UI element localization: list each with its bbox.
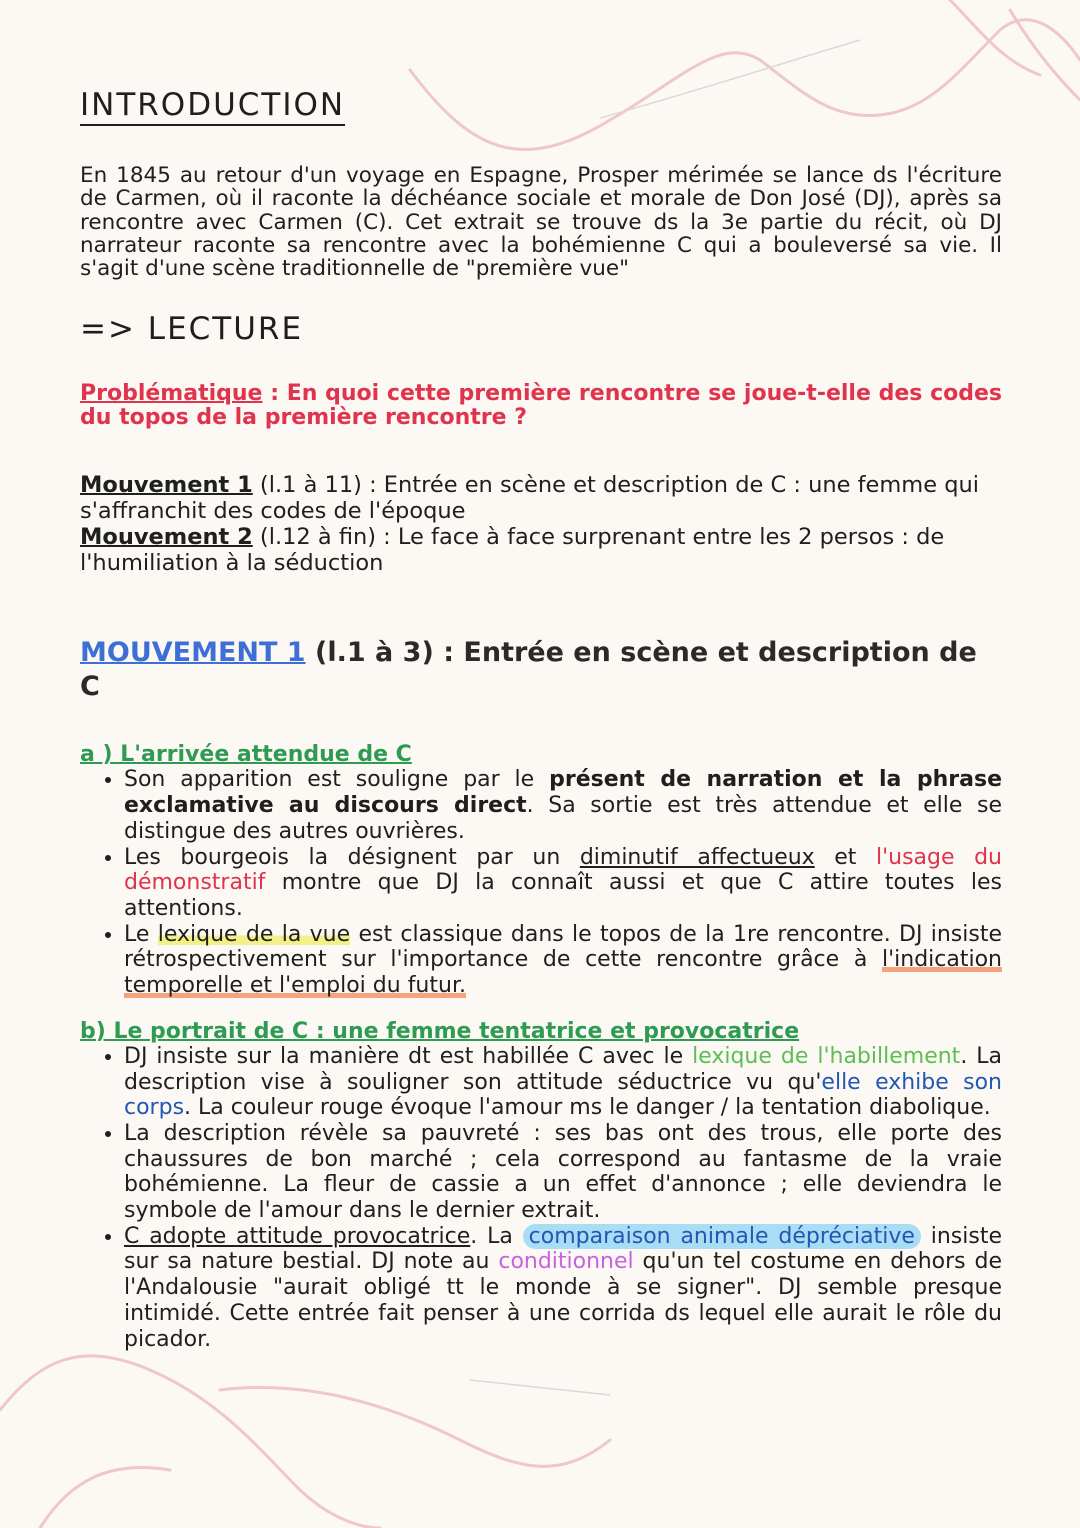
introduction-heading: INTRODUCTION <box>80 86 345 126</box>
mouvement-1-heading-title: : Entrée en scène et description de C <box>80 637 977 703</box>
section-b-bullet-2: • La description révèle sa pauvreté : ses bas ont des trous, elle porte des chaussures de bon marché ; cela correspond au fantasme de la vraie bohémienne. La fleur de cassie a un effet d'annonce ; elle deviendra le symbole de l'amour dans le dernier extrait. <box>124 1121 1002 1224</box>
mouvement-2-label: Mouvement 2 <box>80 524 253 551</box>
section-a-bullet-2: • Les bourgeois la désignent par un diminutif affectueux et l'usage du démonstratif montre que DJ la connaît aussi et que C attire toutes les attentions. <box>124 845 1002 922</box>
section-b-list <box>80 1044 1002 1352</box>
section-a-title: a ) L'arrivée attendue de C <box>80 742 412 768</box>
problematique-label: Problématique <box>80 381 263 407</box>
section-b-bullet-1: • DJ insiste sur la manière dt est habillée C avec le lexique de l'habillement. La description vise à souligner son attitude séductrice vu qu'elle exhibe son corps. La couleur rouge évoque l'amour ms le danger / la tentation diabolique. <box>124 1044 1002 1121</box>
section-b-bullet-3: • C adopte attitude provocatrice. La comparaison animale dépréciative insiste sur sa nature bestial. DJ note au conditionnel qu'un tel costume en dehors de l'Andalousie "aurait obligé tt le monde à se signer". DJ semble presque intimidé. Cette entrée fait penser à une corrida ds lequel elle aurait le rôle du picador. <box>124 1224 1002 1353</box>
mouvement-1-heading-label: MOUVEMENT 1 <box>80 637 306 669</box>
mouvement-1-text: (l.1 à 11) : Entrée en scène et description de C : une femme qui s'affranchit des codes de l'époque <box>80 472 979 525</box>
mouvement-1-heading <box>80 636 1002 704</box>
document-body <box>80 86 1002 1352</box>
lecture-heading: => LECTURE <box>80 311 304 348</box>
section-a-list <box>80 767 1002 998</box>
section-a-bullet-3: • Le lexique de la vue est classique dans le topos de la 1re rencontre. DJ insiste rétrospectivement sur l'importance de cette rencontre grâce à l'indication temporelle et l'emploi du futur. <box>124 922 1002 999</box>
problematique-text: : En quoi cette première rencontre se joue-t-elle des codes du topos de la première rencontre ? <box>80 381 1002 431</box>
mouvement-1-heading-range: (l.1 à 3) <box>305 637 434 669</box>
mouvements-list <box>80 472 1002 576</box>
mouvement-2-summary <box>80 524 1002 576</box>
section-a-bullet-1: • Son apparition est souligne par le présent de narration et la phrase exclamative au discours direct. Sa sortie est très attendue et elle se distingue des autres ouvrières. <box>124 767 1002 844</box>
introduction-paragraph: En 1845 au retour d'un voyage en Espagne, Prosper mérimée se lance ds l'écriture de Carmen, où il raconte la déchéance sociale et morale de Don José (DJ), après sa rencontre avec Carmen (C). Cet extrait se trouve ds la 3e partie du récit, où DJ narrateur raconte sa rencontre avec la bohémienne C qui a bouleversé sa vie. Il s'agit d'une scène traditionnelle de "première vue" <box>80 163 1002 282</box>
problematique <box>80 382 1002 430</box>
mouvement-2-text: (l.12 à fin) : Le face à face surprenant entre les 2 persos : de l'humiliation à la séduction <box>80 524 945 577</box>
section-b-title: b) Le portrait de C : une femme tentatrice et provocatrice <box>80 1018 800 1044</box>
mouvement-1-label: Mouvement 1 <box>80 472 253 499</box>
mouvement-1-summary <box>80 472 1002 524</box>
